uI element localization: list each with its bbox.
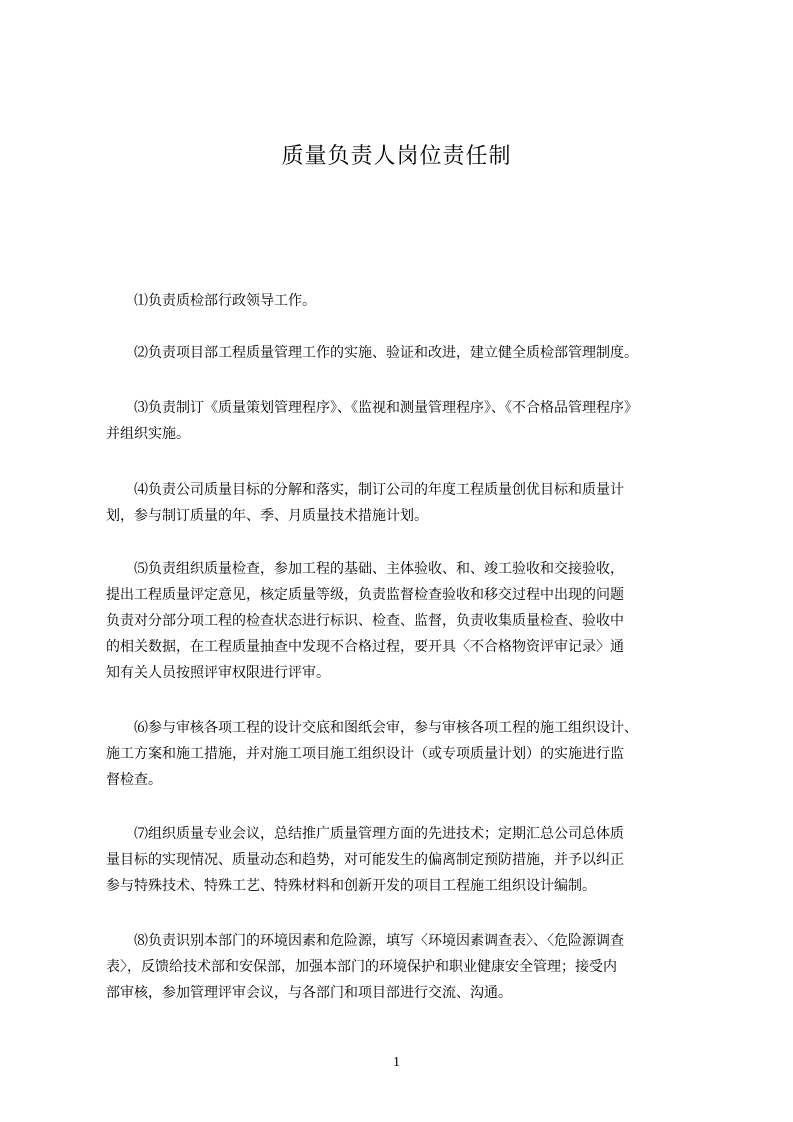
paragraph-1 xyxy=(106,288,696,314)
paragraph-line: 表〉，反馈给技术部和安保部，加强本部门的环境保护和职业健康安全管理；接受内 xyxy=(106,959,617,975)
paragraph-line: ⑺组织质量专业会议，总结推广质量管理方面的先进技术；定期汇总公司总体质 xyxy=(134,826,624,842)
paragraph-3 xyxy=(106,395,696,447)
paragraph-line: 量目标的实现情况、质量动态和趋势，对可能发生的偏离制定预防措施，并予以纠正 xyxy=(106,852,624,868)
paragraph-6 xyxy=(106,715,696,793)
paragraph-line: 施工方案和施工措施，并对施工项目施工组织设计（或专项质量计划）的实施进行监 xyxy=(106,746,624,762)
paragraph-line: ⑷负责公司质量目标的分解和落实，制订公司的年度工程质量创优目标和质量计 xyxy=(134,482,624,498)
page-number: 1 xyxy=(393,1055,400,1070)
document-title: 质量负责人岗位责任制 xyxy=(281,144,512,169)
paragraph-line: ⑻负责识别本部门的环境因素和危险源，填写〈环境因素调查表〉、〈危险源调查 xyxy=(134,933,624,949)
paragraph-4 xyxy=(106,477,696,529)
paragraph-line: 并组织实施。 xyxy=(106,426,190,442)
paragraph-5 xyxy=(106,556,696,686)
paragraph-line: ⑹参与审核各项工程的设计交底和图纸会审，参与审核各项工程的施工组织设计、 xyxy=(134,720,638,736)
paragraph-line: 督检查。 xyxy=(106,772,162,788)
paragraph-line: 划，参与制订质量的年、季、月质量技术措施计划。 xyxy=(106,508,428,524)
paragraph-2 xyxy=(106,340,696,366)
paragraph-line: ⑵负责项目部工程质量管理工作的实施、验证和改进，建立健全质检部管理制度。 xyxy=(134,345,638,361)
paragraph-line: 部审核，参加管理评审会议，与各部门和项目部进行交流、沟通。 xyxy=(106,985,512,1001)
paragraph-7 xyxy=(106,821,696,899)
paragraph-line: ⑶负责制订《质量策划管理程序》、《监视和测量管理程序》、《不合格品管理程序》 xyxy=(134,400,638,416)
paragraph-line: 的相关数据，在工程质量抽查中发现不合格过程，要开具〈不合格物资评审记录〉通 xyxy=(106,639,624,655)
paragraph-8 xyxy=(106,928,696,1006)
paragraph-line: 提出工程质量评定意见，核定质量等级，负责监督检查验收和移交过程中出现的问题 xyxy=(106,587,624,603)
paragraph-line: 参与特殊技术、特殊工艺、特殊材料和创新开发的项目工程施工组织设计编制。 xyxy=(106,878,596,894)
paragraph-line: ⑴负责质检部行政领导工作。 xyxy=(134,293,316,309)
paragraph-line: ⑸负责组织质量检查，参加工程的基础、主体验收、和、竣工验收和交接验收， xyxy=(134,561,624,577)
paragraph-line: 负责对分部分项工程的检查状态进行标识、检查、监督，负责收集质量检查、验收中 xyxy=(106,613,624,629)
paragraph-line: 知有关人员按照评审权限进行评审。 xyxy=(106,665,330,681)
